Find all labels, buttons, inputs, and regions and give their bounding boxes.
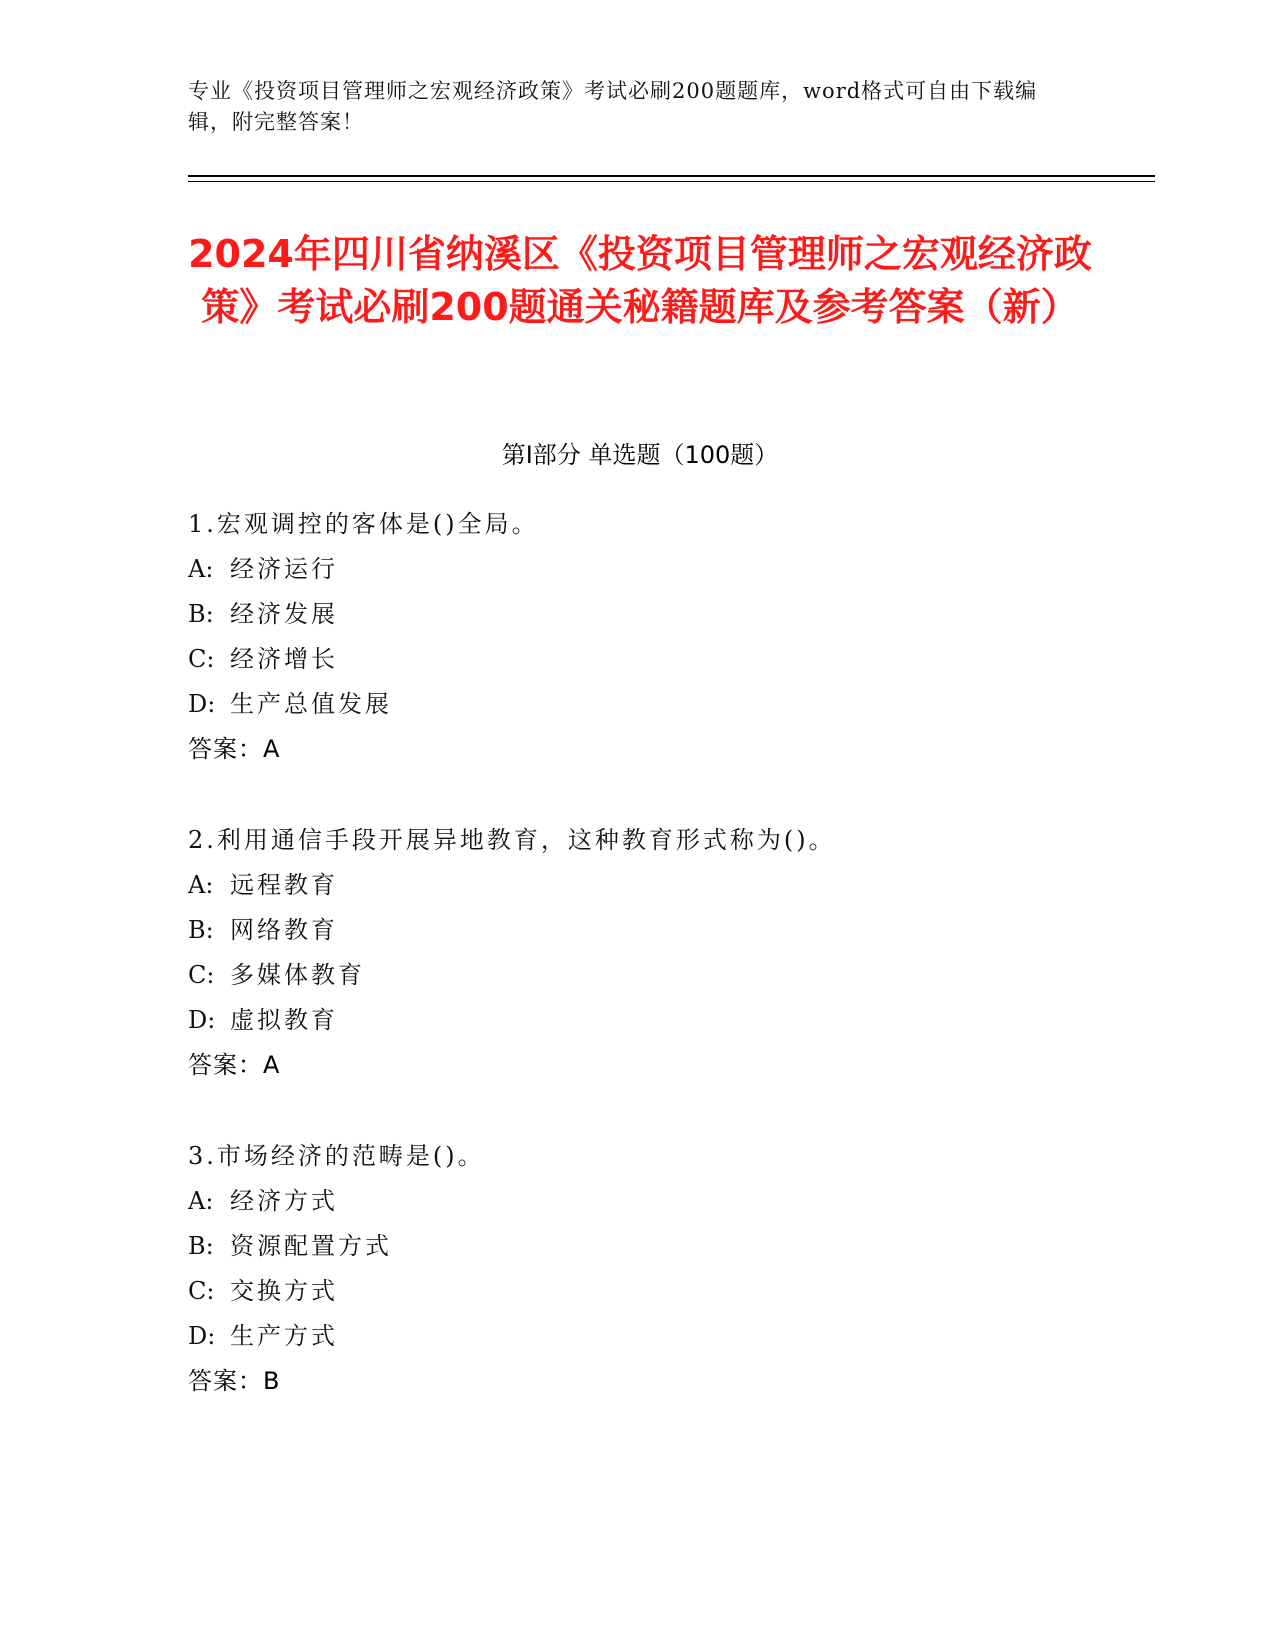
option-c bbox=[188, 637, 1088, 682]
option-key: D: bbox=[188, 690, 216, 718]
option-key: C: bbox=[188, 645, 215, 673]
option-text: 经济方式 bbox=[230, 1187, 338, 1215]
answer-line: 答案：A bbox=[188, 1051, 281, 1079]
option-d bbox=[188, 1314, 1088, 1359]
answer-line: 答案：B bbox=[188, 1367, 281, 1395]
question-1 bbox=[188, 502, 1088, 772]
option-b bbox=[188, 592, 1088, 637]
option-a bbox=[188, 863, 1088, 908]
option-text: 生产方式 bbox=[230, 1322, 338, 1350]
option-text: 虚拟教育 bbox=[230, 1006, 338, 1034]
document-title: 2024年四川省纳溪区《投资项目管理师之宏观经济政策》考试必刷200题通关秘籍题库及参考答案（新） bbox=[188, 232, 1092, 329]
option-b bbox=[188, 1224, 1088, 1269]
question-3 bbox=[188, 1134, 1088, 1404]
option-a bbox=[188, 1179, 1088, 1224]
option-key: A: bbox=[188, 555, 214, 583]
option-key: C: bbox=[188, 961, 215, 989]
option-text: 交换方式 bbox=[230, 1277, 338, 1305]
option-key: B: bbox=[188, 916, 214, 944]
option-text: 经济发展 bbox=[230, 600, 338, 628]
option-key: A: bbox=[188, 871, 214, 899]
header-note: 专业《投资项目管理师之宏观经济政策》考试必刷200题题库，word格式可自由下载编辑，附完整答案！ bbox=[188, 79, 1038, 134]
answer-line: 答案：A bbox=[188, 735, 281, 763]
option-text: 网络教育 bbox=[230, 916, 338, 944]
option-d bbox=[188, 998, 1088, 1043]
option-text: 远程教育 bbox=[230, 871, 338, 899]
option-text: 资源配置方式 bbox=[230, 1232, 392, 1260]
question-stem: 3.市场经济的范畴是()。 bbox=[188, 1142, 485, 1170]
header-divider-thick bbox=[188, 175, 1155, 177]
option-text: 经济增长 bbox=[230, 645, 338, 673]
option-key: C: bbox=[188, 1277, 215, 1305]
option-key: B: bbox=[188, 1232, 214, 1260]
option-d bbox=[188, 682, 1088, 727]
option-key: D: bbox=[188, 1006, 216, 1034]
question-stem: 1.宏观调控的客体是()全局。 bbox=[188, 510, 539, 538]
option-key: B: bbox=[188, 600, 214, 628]
option-key: A: bbox=[188, 1187, 214, 1215]
option-c bbox=[188, 953, 1088, 998]
option-text: 经济运行 bbox=[230, 555, 338, 583]
option-c bbox=[188, 1269, 1088, 1314]
question-2 bbox=[188, 818, 1088, 1088]
option-text: 生产总值发展 bbox=[230, 690, 392, 718]
option-a bbox=[188, 547, 1088, 592]
option-key: D: bbox=[188, 1322, 216, 1350]
question-stem: 2.利用通信手段开展异地教育，这种教育形式称为()。 bbox=[188, 826, 836, 854]
option-b bbox=[188, 908, 1088, 953]
section-title: 第I部分 单选题（100题） bbox=[501, 441, 779, 469]
option-text: 多媒体教育 bbox=[230, 961, 365, 989]
header-divider-thin bbox=[188, 181, 1155, 182]
